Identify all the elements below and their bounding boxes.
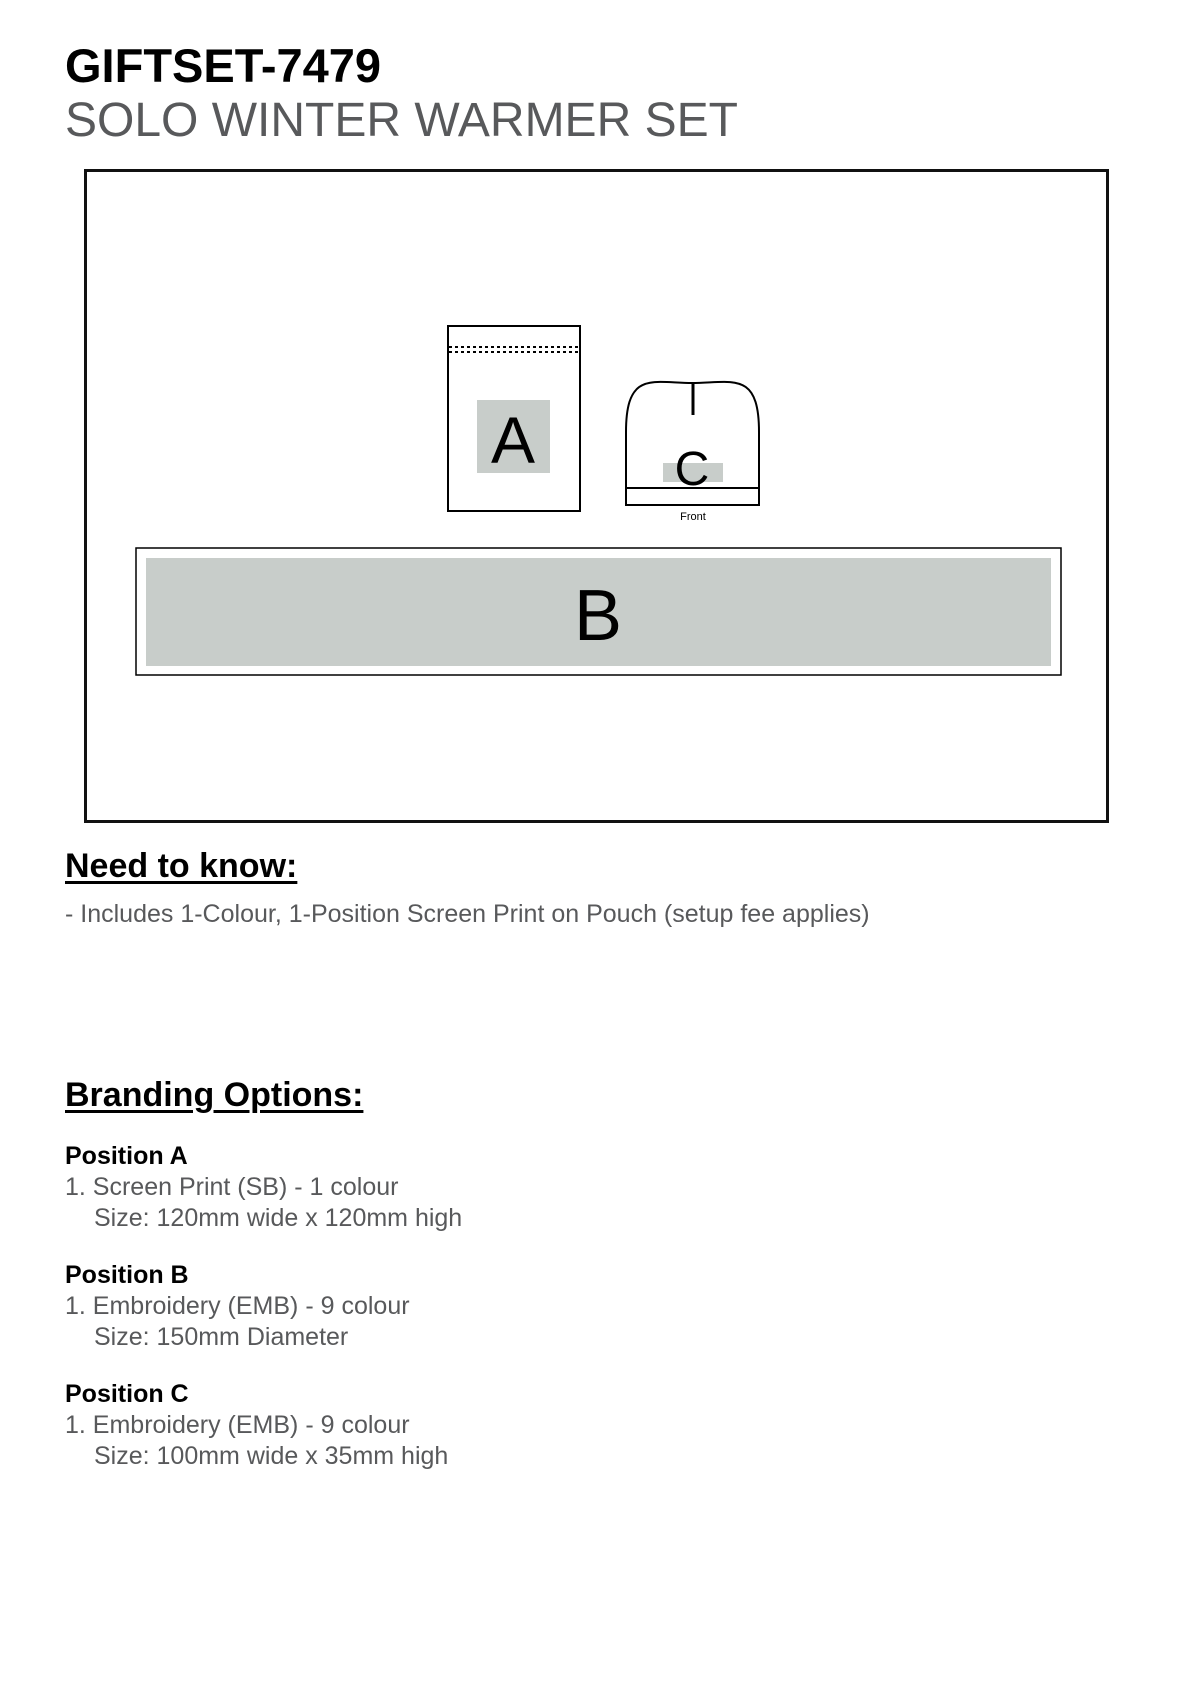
product-name: SOLO WINTER WARMER SET bbox=[65, 94, 738, 147]
position-b-method: 1. Embroidery (EMB) - 9 colour bbox=[65, 1292, 410, 1320]
label-b: B bbox=[573, 576, 623, 656]
branding-diagram bbox=[84, 169, 1109, 823]
position-a-method: 1. Screen Print (SB) - 1 colour bbox=[65, 1173, 399, 1201]
position-c-title: Position C bbox=[65, 1380, 189, 1408]
position-a-title: Position A bbox=[65, 1142, 188, 1170]
position-b-title: Position B bbox=[65, 1261, 189, 1289]
product-code: GIFTSET-7479 bbox=[65, 39, 382, 92]
label-a: A bbox=[490, 403, 536, 477]
scarf-drawing bbox=[136, 548, 1061, 675]
pouch-drawing bbox=[448, 326, 580, 511]
label-c: C bbox=[674, 443, 710, 496]
diagram-svg bbox=[87, 172, 1106, 820]
beanie-caption: Front bbox=[680, 511, 706, 523]
branding-options-heading: Branding Options: bbox=[65, 1076, 364, 1114]
position-b-block bbox=[65, 1260, 410, 1353]
position-c-block bbox=[65, 1379, 448, 1472]
position-c-method: 1. Embroidery (EMB) - 9 colour bbox=[65, 1411, 410, 1439]
need-to-know-item: - Includes 1-Colour, 1-Position Screen Print on Pouch (setup fee applies) bbox=[65, 900, 870, 928]
position-b-size: Size: 150mm Diameter bbox=[94, 1323, 349, 1351]
beanie-drawing bbox=[626, 382, 759, 523]
position-a-block bbox=[65, 1141, 462, 1234]
position-c-size: Size: 100mm wide x 35mm high bbox=[94, 1442, 449, 1470]
need-to-know-heading: Need to know: bbox=[65, 847, 298, 885]
position-a-size: Size: 120mm wide x 120mm high bbox=[94, 1204, 463, 1232]
